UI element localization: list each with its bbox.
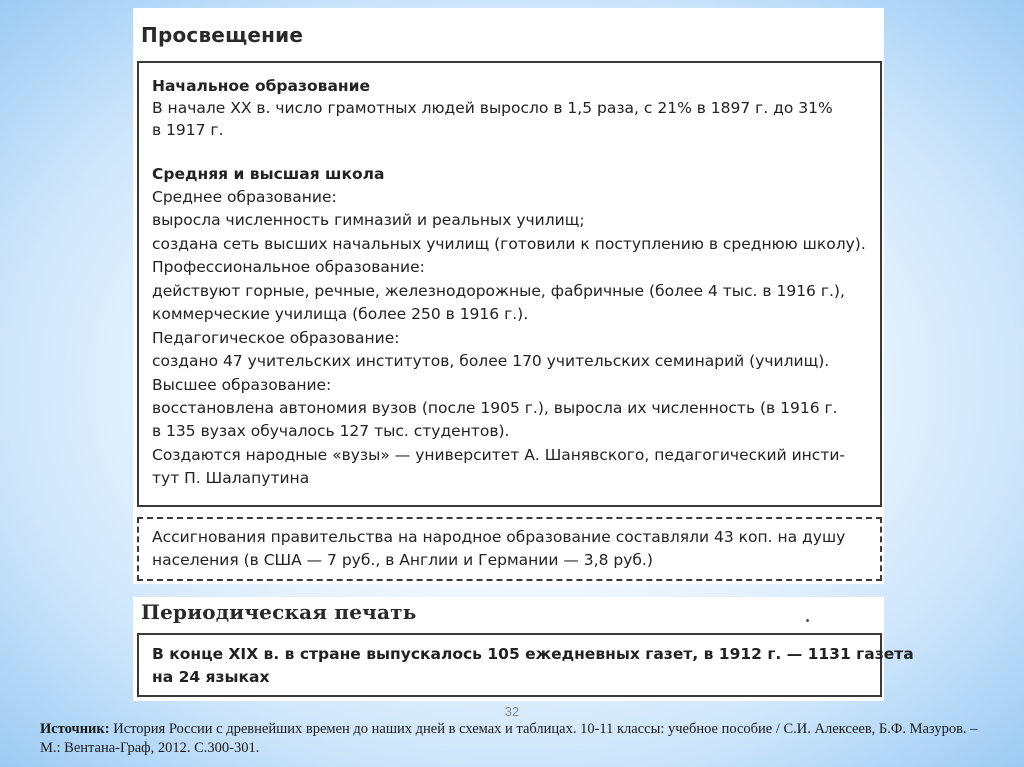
primary-education-line-1: В начале XX в. число грамотных людей выросло в 1,5 раза, с 21% в 1897 г. до 31% xyxy=(152,99,833,117)
scan-speck xyxy=(806,619,809,622)
assignments-line-1: Ассигнования правительства на народное образование составляли 43 коп. на душу xyxy=(152,528,846,546)
peoples-universities-line-1: Создаются народные «вузы» — университет А. Шанявского, педагогический инсти- xyxy=(152,446,846,464)
page-number: 32 xyxy=(504,704,520,719)
commercial-schools-line: коммерческие училища (более 250 в 1916 г.). xyxy=(152,305,529,323)
source-citation xyxy=(40,720,1000,758)
teacher-institutes-line: создано 47 учительских институтов, более 170 учительских семинарий (училищ). xyxy=(152,352,830,370)
university-autonomy-line: восстановлена автономия вузов (после 1905 г.), выросла их численность (в 1916 г. xyxy=(152,399,838,417)
professional-education-label: Профессиональное образование: xyxy=(152,258,425,276)
higher-primary-schools-line: создана сеть высших начальных училищ (готовили к поступлению в среднюю школу). xyxy=(152,235,866,253)
peoples-universities-line-2: тут П. Шалапутина xyxy=(152,469,310,487)
secondary-education-label: Среднее образование: xyxy=(152,188,337,206)
gymnasium-growth-line: выросла численность гимназий и реальных училищ; xyxy=(152,211,585,229)
primary-education-line-2: в 1917 г. xyxy=(152,121,224,139)
press-box xyxy=(137,633,914,697)
press-line-2: на 24 языках xyxy=(152,668,270,686)
textbook-scan-enlightenment xyxy=(133,8,884,584)
students-count-line: в 135 вузах обучалось 127 тыс. студентов). xyxy=(152,422,510,440)
secondary-higher-heading: Средняя и высшая школа xyxy=(152,165,385,183)
source-text: История России с древнейших времен до наших дней в схемах и таблицах. 10-11 классы: учебное пособие / С.И. Алексеев, Б.Ф. Мазуров. – М.: Вентана-Граф, 2012. С.300-301. xyxy=(40,721,978,756)
assignments-line-2: населения (в США — 7 руб., в Англии и Германии — 3,8 руб.) xyxy=(152,551,653,569)
pedagogical-education-label: Педагогическое образование: xyxy=(152,329,400,347)
source-label: Источник: xyxy=(40,721,110,737)
higher-education-label: Высшее образование: xyxy=(152,376,332,394)
assignments-box xyxy=(137,517,882,581)
press-line-1: В конце XIX в. в стране выпускалось 105 ежедневных газет, в 1912 г. — 1131 газета xyxy=(152,645,914,663)
primary-education-heading: Начальное образование xyxy=(152,77,370,95)
education-box xyxy=(137,61,882,507)
professional-schools-line: действуют горные, речные, железнодорожные, фабричные (более 4 тыс. в 1916 г.), xyxy=(152,282,845,300)
textbook-scan-press xyxy=(133,597,914,701)
section-title-enlightenment: Просвещение xyxy=(141,23,304,47)
section-title-periodical-press: Периодическая печать xyxy=(141,600,417,624)
